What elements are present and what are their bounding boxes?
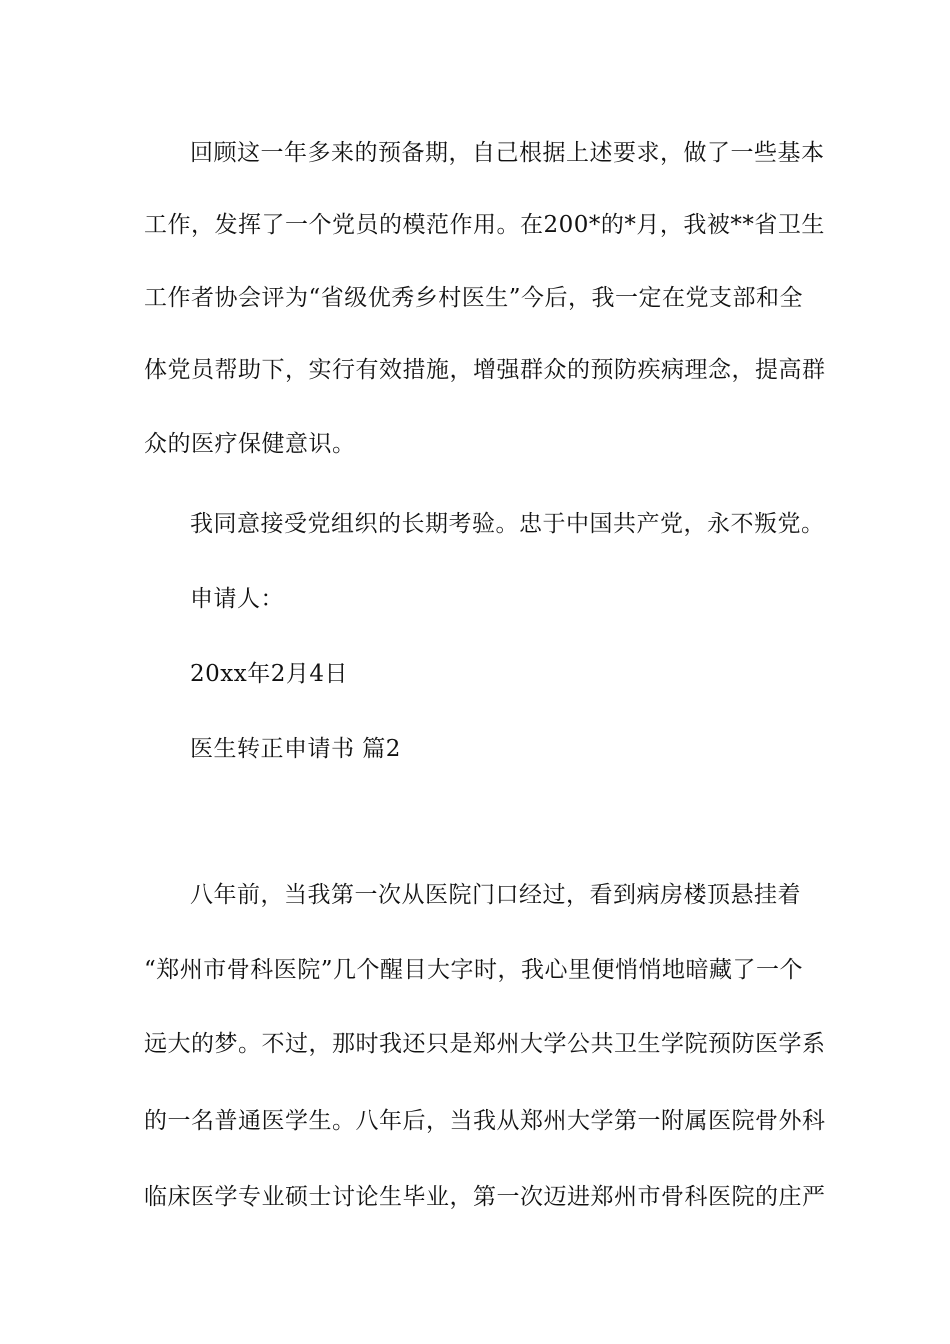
para3-line-4: 的一名普通医学生。八年后，当我从郑州大学第一附属医院骨外科 xyxy=(144,1108,826,1134)
para3-line-5: 临床医学专业硕士讨论生毕业，第一次迈进郑州市骨科医院的庄严 xyxy=(144,1184,826,1210)
para3-line-2: “郑州市骨科医院”几个醒目大字时，我心里便悄悄地暗藏了一个 xyxy=(144,957,804,983)
section-heading: 医生转正申请书 篇2 xyxy=(190,736,401,762)
para1-line-4: 体党员帮助下，实行有效措施，增强群众的预防疾病理念，提高群 xyxy=(144,357,826,383)
applicant-label: 申请人： xyxy=(190,586,284,612)
para1-line-1: 回顾这一年多来的预备期，自己根据上述要求，做了一些基本 xyxy=(190,140,825,166)
date-text: 20xx年2月4日 xyxy=(190,661,348,687)
para3-line-1: 八年前，当我第一次从医院门口经过，看到病房楼顶悬挂着 xyxy=(190,882,801,908)
para2-text: 我同意接受党组织的长期考验。忠于中国共产党，永不叛党。 xyxy=(190,511,825,537)
para1-line-2: 工作，发挥了一个党员的模范作用。在200*的*月，我被**省卫生 xyxy=(144,212,825,238)
para3-line-3: 远大的梦。不过，那时我还只是郑州大学公共卫生学院预防医学系 xyxy=(144,1031,826,1057)
para1-line-3: 工作者协会评为“省级优秀乡村医生”今后，我一定在党支部和全 xyxy=(144,285,804,311)
para1-line-5: 众的医疗保健意识。 xyxy=(144,431,356,457)
